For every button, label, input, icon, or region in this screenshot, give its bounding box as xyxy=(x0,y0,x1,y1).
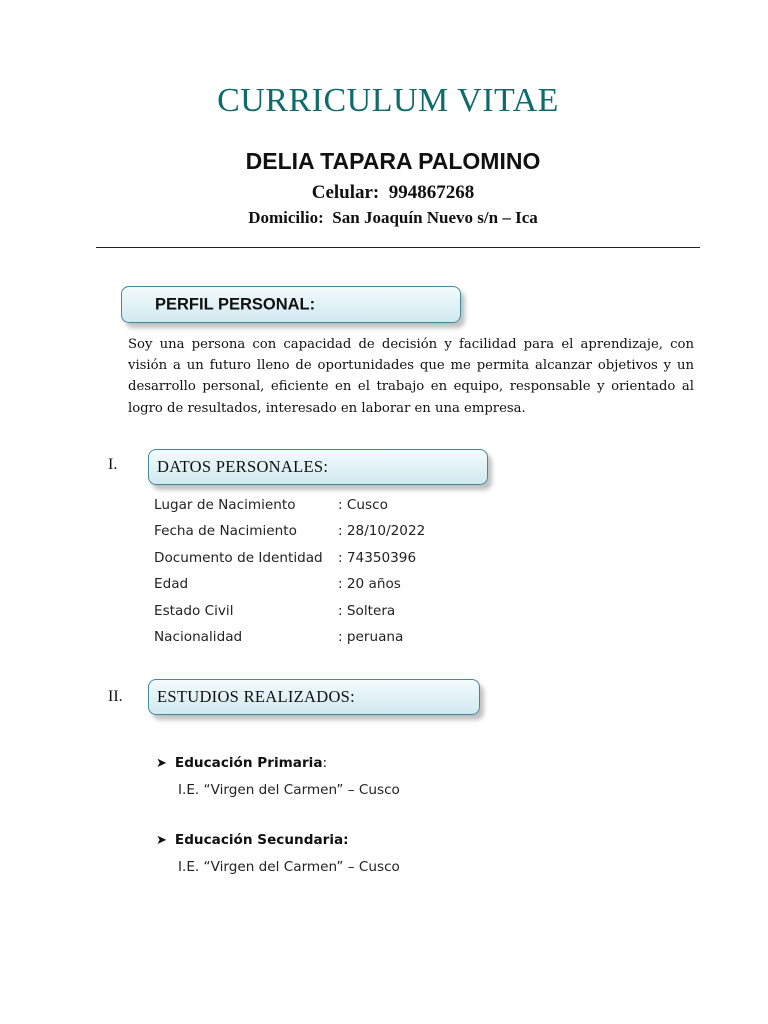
field-row-birthplace xyxy=(154,497,425,523)
address-label: Domicilio xyxy=(248,208,319,227)
education-level: Educación Secundaria: xyxy=(174,832,349,848)
field-value: : 20 años xyxy=(338,576,401,593)
arrow-bullet-icon: ➤ xyxy=(156,756,167,771)
education-secondary-heading xyxy=(156,832,349,848)
estudios-heading: ESTUDIOS REALIZADOS: xyxy=(157,687,356,706)
field-label: Estado Civil xyxy=(154,602,234,619)
address-value: San Joaquín Nuevo s/n – Ica xyxy=(332,208,538,227)
section-numeral-estudios: II. xyxy=(108,688,123,705)
header-divider xyxy=(96,247,700,248)
field-label: Fecha de Nacimiento xyxy=(154,523,297,540)
field-value: : Soltera xyxy=(338,602,396,619)
estudios-heading-box xyxy=(148,679,480,715)
datos-heading: DATOS PERSONALES: xyxy=(157,457,329,476)
field-label: Nacionalidad xyxy=(154,628,243,645)
field-row-nationality xyxy=(154,629,425,655)
section-numeral-datos: I. xyxy=(108,456,118,473)
field-value: : 28/10/2022 xyxy=(338,523,426,540)
field-row-age xyxy=(154,576,425,602)
candidate-name: DELIA TAPARA PALOMINO xyxy=(245,148,541,174)
field-label: Edad xyxy=(154,576,189,593)
field-value: : Cusco xyxy=(338,497,388,513)
education-level: Educación Primaria xyxy=(174,755,323,771)
phone-line xyxy=(0,182,768,204)
datos-heading-box xyxy=(148,449,488,485)
education-primary-institution: I.E. “Virgen del Carmen” – Cusco xyxy=(178,782,400,798)
phone-number: 994867268 xyxy=(388,182,475,203)
document-title: CURRICULUM VITAE xyxy=(217,82,559,119)
field-label: Lugar de Nacimiento xyxy=(154,497,296,513)
profile-text: Soy una persona con capacidad de decisión y facilidad para el aprendizaje, con visión a un futuro lleno de oportunidades que me permita alcanzar objetivos y un desarrollo personal, eficiente en el trabajo en equipo, responsable y orientado al logro de resultados, interesado en laborar en una empresa. xyxy=(128,337,694,416)
education-secondary-institution: I.E. “Virgen del Carmen” – Cusco xyxy=(178,859,400,875)
field-label: Documento de Identidad xyxy=(154,549,323,566)
profile-heading-box xyxy=(121,286,461,323)
field-row-birthdate xyxy=(154,523,425,549)
arrow-bullet-icon: ➤ xyxy=(156,833,167,848)
field-value: : peruana xyxy=(338,628,404,645)
field-row-id xyxy=(154,550,425,576)
education-level-suffix: : xyxy=(322,755,328,771)
education-primary-heading xyxy=(156,755,327,771)
profile-heading: PERFIL PERSONAL: xyxy=(155,295,316,313)
phone-label: Celular: xyxy=(311,182,380,203)
field-row-civil-status xyxy=(154,603,425,629)
personal-data-list xyxy=(154,497,425,655)
field-value: : 74350396 xyxy=(338,549,417,566)
address-line: Domicilio: San Joaquín Nuevo s/n – Ica xyxy=(248,208,538,227)
